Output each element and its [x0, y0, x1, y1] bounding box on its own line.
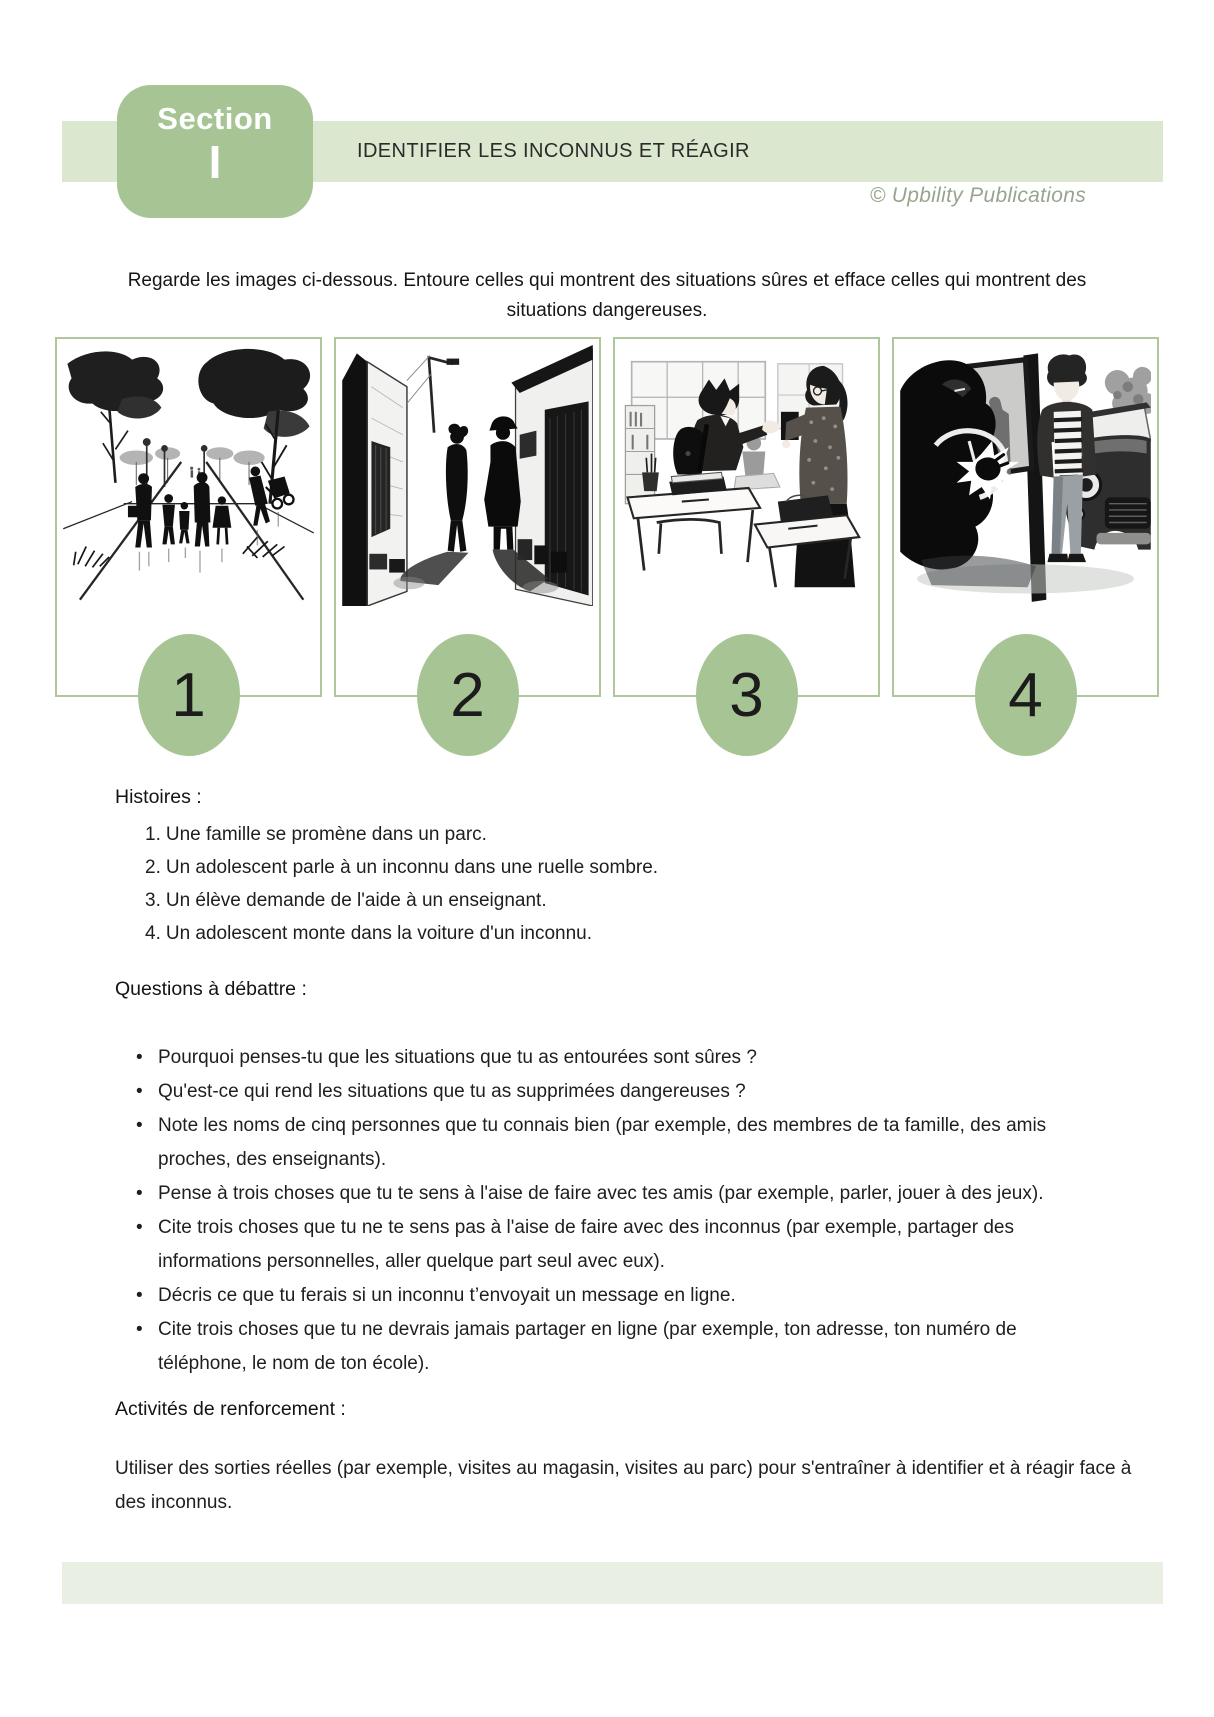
- section-label: Section: [157, 101, 273, 136]
- stories-heading: Histoires :: [115, 786, 202, 808]
- story-number: 3.: [145, 890, 161, 911]
- card-number-badge-2: 2: [417, 634, 519, 756]
- story-item-2: [145, 851, 658, 884]
- instruction-line-2: situations dangereuses.: [506, 300, 708, 321]
- stories-list: [145, 818, 658, 950]
- question-item-7: • Cite trois choses que tu ne devrais jamais partager en ligne (par exemple, ton adresse, ton numéro de téléphone, le nom de ton école).: [115, 1313, 1055, 1381]
- copyright-note: © Upbility Publications: [869, 184, 1086, 207]
- illustration-student-teacher-classroom: [621, 345, 872, 606]
- question-item-2: • Qu'est-ce qui rend les situations que tu as supprimées dangereuses ?: [115, 1075, 1055, 1109]
- card-number-badge-1: 1: [138, 634, 240, 756]
- question-item-4: • Pense à trois choses que tu te sens à l'aise de faire avec tes amis (par exemple, parler, jouer à des jeux).: [115, 1177, 1055, 1211]
- story-number: 1.: [145, 824, 161, 845]
- footer-bar: [62, 1562, 1163, 1604]
- reinforcement-heading: Activités de renforcement :: [115, 1398, 346, 1420]
- image-card-4: [892, 337, 1159, 730]
- section-number: I: [208, 136, 222, 188]
- question-item-3: • Note les noms de cinq personnes que tu connais bien (par exemple, des membres de ta famille, des amis proches, des enseignants).: [115, 1109, 1055, 1177]
- question-item-6: • Décris ce que tu ferais si un inconnu t’envoyait un message en ligne.: [115, 1279, 1055, 1313]
- illustration-stranger-alley: [342, 345, 593, 606]
- story-item-1: [145, 818, 658, 851]
- card-number-badge-3: 3: [696, 634, 798, 756]
- illustration-stranger-car: [900, 345, 1151, 606]
- question-item-1: • Pourquoi penses-tu que les situations que tu as entourées sont sûres ?: [115, 1041, 1055, 1075]
- image-card-2: [334, 337, 601, 730]
- story-item-3: [145, 884, 658, 917]
- page-title: IDENTIFIER LES INCONNUS ET RÉAGIR: [357, 140, 750, 162]
- reinforcement-text: Utiliser des sorties réelles (par exemple, visites au magasin, visites au parc) pour s'entraîner à identifier et à réagir face à des inconnus.: [115, 1458, 1132, 1513]
- illustration-family-park: [63, 345, 314, 606]
- instruction-text: [0, 266, 1214, 326]
- story-text: Un adolescent monte dans la voiture d'un inconnu.: [165, 923, 592, 944]
- instruction-line-1: Regarde les images ci-dessous. Entoure celles qui montrent des situations sûres et efface celles qui montrent des: [127, 270, 1087, 291]
- image-card-3: [613, 337, 880, 730]
- story-text: Un élève demande de l'aide à un enseignant.: [165, 890, 547, 911]
- question-item-5: • Cite trois choses que tu ne te sens pas à l'aise de faire avec des inconnus (par exemple, partager des informations personnelles, aller quelque part seul avec eux).: [115, 1211, 1055, 1279]
- story-item-4: [145, 917, 658, 950]
- image-cards-row: [55, 337, 1159, 730]
- story-text: Une famille se promène dans un parc.: [165, 824, 487, 845]
- questions-list: [115, 1041, 1055, 1381]
- image-card-1: [55, 337, 322, 730]
- card-number-badge-4: 4: [975, 634, 1077, 756]
- story-number: 4.: [145, 923, 161, 944]
- questions-heading: Questions à débattre :: [115, 978, 307, 1000]
- story-text: Un adolescent parle à un inconnu dans une ruelle sombre.: [165, 857, 659, 878]
- story-number: 2.: [145, 857, 161, 878]
